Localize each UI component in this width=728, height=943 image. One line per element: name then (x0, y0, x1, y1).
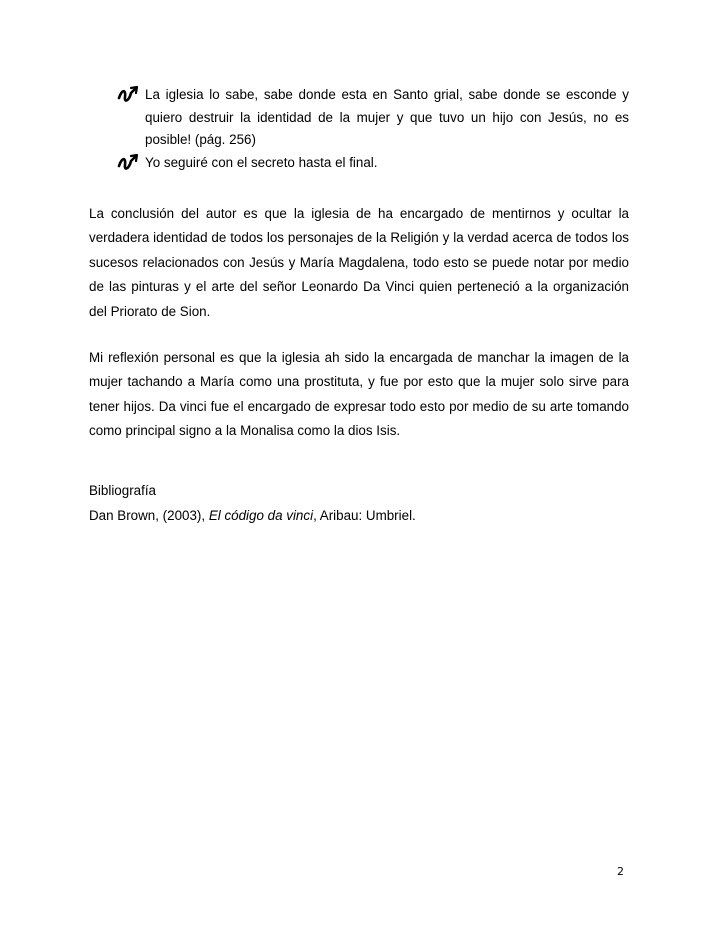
page-number: 2 (617, 865, 624, 878)
quote-bullet-list (117, 84, 629, 174)
bibliography-section (89, 479, 629, 528)
bibliography-entry-title: El código da vinci (208, 507, 314, 523)
conclusion-paragraph: La conclusión del autor es que la iglesia de ha encargado de mentirnos y ocultar la verdadera identidad de todos los personajes de la Religión y la verdad acerca de todos los sucesos relacionados con Jesús y María Magdalena, todo esto se puede notar por medio de las pinturas y el arte del señor Leonardo Da Vinci quien perteneció a la organización del Priorato de Sion. (89, 206, 629, 319)
bullet-text: La iglesia lo sabe, sabe donde esta en Santo grial, sabe donde se esconde y quiero destruir la identidad de la mujer y que tuvo un hijo con Jesús, no es posible! (pág. 256) (145, 87, 629, 147)
bibliography-entry-publisher: , Aribau: Umbriel. (313, 507, 416, 523)
bullet-item (117, 84, 629, 152)
bibliography-entry (89, 504, 629, 529)
bibliography-entry-author: Dan Brown, (2003), (89, 507, 209, 523)
bibliography-heading: Bibliografía (89, 483, 156, 498)
squiggle-arrow-icon (117, 85, 139, 105)
bullet-text: Yo seguiré con el secreto hasta el final. (145, 154, 378, 170)
reflection-paragraph: Mi reflexión personal es que la iglesia ah sido la encargada de manchar la imagen de la mujer tachando a María como una prostituta, y fue por esto que la mujer solo sirve para tener hijos. Da vinci fue el encargado de expresar todo esto por medio de su arte tomando como principal signo a la Monalisa como la dios Isis. (89, 350, 629, 439)
bullet-item (117, 152, 629, 175)
squiggle-arrow-icon (117, 153, 139, 173)
